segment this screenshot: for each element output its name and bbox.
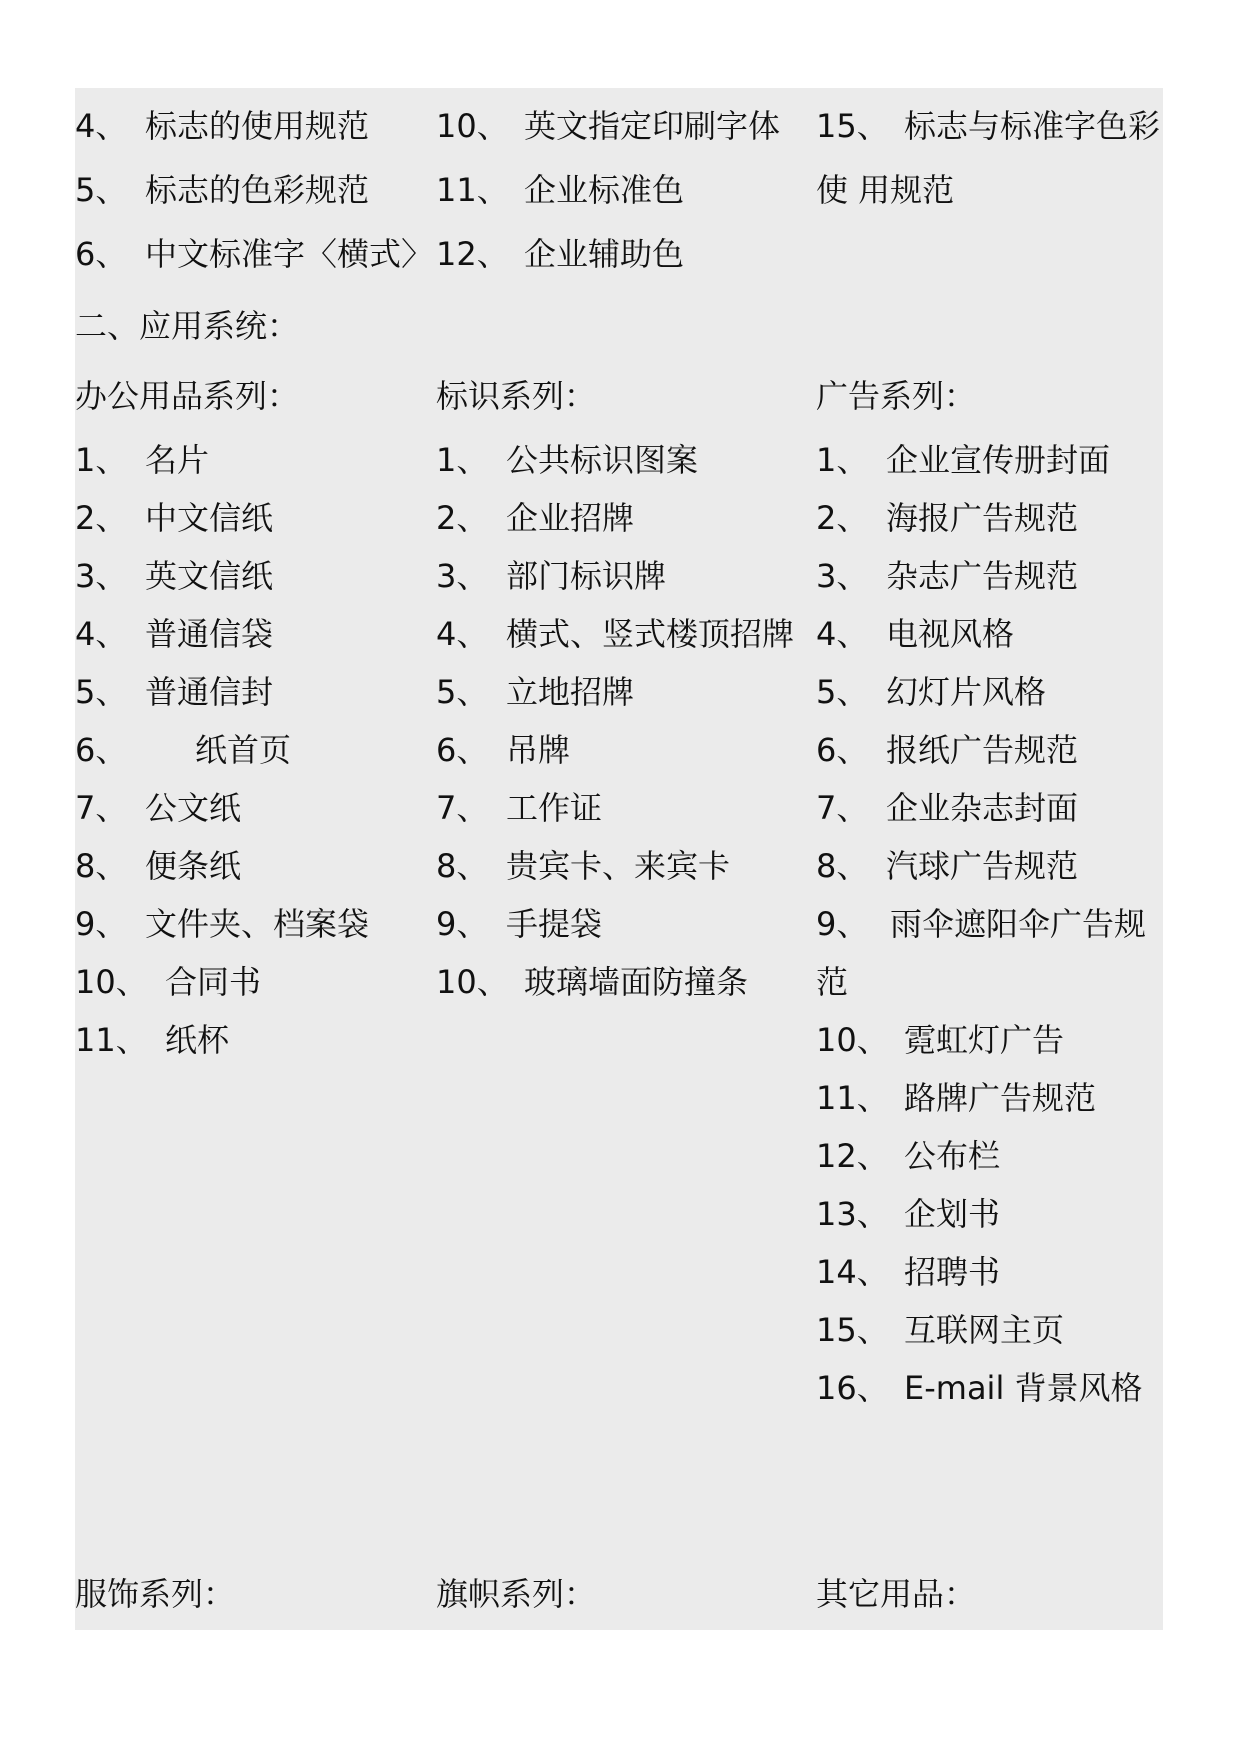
item-text: 企业宣传册封面 <box>886 441 1111 479</box>
group-title-signage <box>436 374 816 418</box>
item-number: 15、 <box>816 107 889 145</box>
item-number: 6、 <box>816 731 869 769</box>
top-item-col3 <box>816 104 1163 148</box>
list-item-advertising <box>816 902 1163 946</box>
item-number: 3、 <box>436 557 489 595</box>
item-number: 8、 <box>75 847 128 885</box>
item-number: 1、 <box>75 441 128 479</box>
top-item-col1 <box>75 232 435 276</box>
list-item-office <box>75 786 435 830</box>
top-item-col1 <box>75 168 435 212</box>
item-text: 公布栏 <box>904 1137 1001 1175</box>
item-text: 英文信纸 <box>145 557 274 595</box>
item-number: 12、 <box>816 1137 889 1175</box>
top-item-col2 <box>436 104 816 148</box>
item-number: 13、 <box>816 1195 889 1233</box>
item-number: 16、 <box>816 1369 889 1407</box>
item-number: 10、 <box>436 107 509 145</box>
item-number: 5、 <box>75 171 128 209</box>
item-text: 使 用规范 <box>816 171 955 209</box>
list-item-advertising <box>816 1366 1163 1410</box>
item-text: 立地招牌 <box>506 673 635 711</box>
group-title-text: 标识系列： <box>436 377 597 415</box>
item-text: 纸杯 <box>165 1021 230 1059</box>
top-item-col1 <box>75 104 435 148</box>
item-number: 15、 <box>816 1311 889 1349</box>
item-text: 名片 <box>145 441 210 479</box>
item-number: 10、 <box>816 1021 889 1059</box>
group-title-text: 办公用品系列： <box>75 377 300 415</box>
item-text: 标志与标准字色彩 <box>904 107 1161 145</box>
list-item-advertising <box>816 728 1163 772</box>
item-number: 7、 <box>75 789 128 827</box>
item-number: 4、 <box>436 615 489 653</box>
list-item-office <box>75 670 435 714</box>
list-item-office <box>75 960 435 1004</box>
item-text: 手提袋 <box>506 905 603 943</box>
item-text: 部门标识牌 <box>506 557 667 595</box>
item-number: 4、 <box>816 615 869 653</box>
item-text: 企业辅助色 <box>524 235 685 273</box>
item-number: 9、 <box>75 905 128 943</box>
list-item-office <box>75 844 435 888</box>
item-number: 10、 <box>75 963 148 1001</box>
item-number: 1、 <box>816 441 869 479</box>
list-item-advertising <box>816 1250 1163 1294</box>
item-text: 玻璃墙面防撞条 <box>524 963 749 1001</box>
list-item-advertising <box>816 844 1163 888</box>
list-item-office <box>75 554 435 598</box>
item-text: 贵宾卡、来宾卡 <box>506 847 731 885</box>
item-number: 8、 <box>816 847 869 885</box>
item-text: 普通信袋 <box>145 615 274 653</box>
list-item-office <box>75 438 435 482</box>
list-item-advertising <box>816 496 1163 540</box>
list-item-office <box>75 1018 435 1062</box>
item-text: 公共标识图案 <box>506 441 699 479</box>
item-number: 14、 <box>816 1253 889 1291</box>
group-title-flags <box>436 1572 816 1616</box>
item-number: 3、 <box>816 557 869 595</box>
item-number: 10、 <box>436 963 509 1001</box>
item-number: 11、 <box>816 1079 889 1117</box>
item-text: 企业标准色 <box>524 171 685 209</box>
group-title-text: 广告系列： <box>816 377 977 415</box>
group-title-advertising <box>816 374 1163 418</box>
item-number: 2、 <box>816 499 869 537</box>
item-text: 中文标准字〈横式〉 <box>145 235 434 273</box>
item-number: 4、 <box>75 615 128 653</box>
item-text: 纸首页 <box>195 731 292 769</box>
list-item-advertising <box>816 786 1163 830</box>
item-number: 6、 <box>436 731 489 769</box>
group-title-text: 旗帜系列： <box>436 1575 597 1613</box>
item-number: 6、 <box>75 235 128 273</box>
item-number: 8、 <box>436 847 489 885</box>
list-item-signage <box>436 844 816 888</box>
item-text: 标志的使用规范 <box>145 107 370 145</box>
list-item-advertising <box>816 554 1163 598</box>
list-item-office <box>75 612 435 656</box>
group-title-apparel <box>75 1572 435 1616</box>
top-item-col2 <box>436 168 816 212</box>
item-number: 11、 <box>75 1021 148 1059</box>
item-text: 工作证 <box>506 789 603 827</box>
item-text: 企划书 <box>904 1195 1001 1233</box>
item-text: 公文纸 <box>145 789 242 827</box>
list-item-signage <box>436 554 816 598</box>
list-item-signage <box>436 728 816 772</box>
item-text: 路牌广告规范 <box>904 1079 1097 1117</box>
item-text: 横式、竖式楼顶招牌 <box>506 615 795 653</box>
item-text: 合同书 <box>165 963 262 1001</box>
list-item-office <box>75 728 435 772</box>
item-text: 便条纸 <box>145 847 242 885</box>
item-text: 文件夹、档案袋 <box>145 905 370 943</box>
list-item-advertising <box>816 612 1163 656</box>
list-item-signage <box>436 960 816 1004</box>
item-number: 9、 <box>436 905 489 943</box>
item-text: 企业招牌 <box>506 499 635 537</box>
item-text: 霓虹灯广告 <box>904 1021 1065 1059</box>
item-number: 11、 <box>436 171 509 209</box>
item-number: 7、 <box>436 789 489 827</box>
section-title <box>75 304 475 348</box>
item-text: 杂志广告规范 <box>886 557 1079 595</box>
item-number: 2、 <box>75 499 128 537</box>
item-text: 汽球广告规范 <box>886 847 1079 885</box>
item-number: 3、 <box>75 557 128 595</box>
item-number: 5、 <box>436 673 489 711</box>
list-item-advertising <box>816 1076 1163 1120</box>
item-text: 吊牌 <box>506 731 571 769</box>
list-item-signage <box>436 612 816 656</box>
item-number: 12、 <box>436 235 509 273</box>
item-text: 中文信纸 <box>145 499 274 537</box>
item-text: 英文指定印刷字体 <box>524 107 781 145</box>
top-item-col3-continued <box>816 168 1163 212</box>
item-text: 企业杂志封面 <box>886 789 1079 827</box>
list-item-signage <box>436 902 816 946</box>
item-text: 报纸广告规范 <box>886 731 1079 769</box>
list-item-signage <box>436 786 816 830</box>
list-item-signage <box>436 438 816 482</box>
group-title-office <box>75 374 435 418</box>
list-item-advertising <box>816 1134 1163 1178</box>
item-text: 招聘书 <box>904 1253 1001 1291</box>
list-item-signage <box>436 670 816 714</box>
item-number: 5、 <box>816 673 869 711</box>
item-text: 海报广告规范 <box>886 499 1079 537</box>
list-item-advertising <box>816 438 1163 482</box>
group-title-text: 其它用品： <box>816 1575 977 1613</box>
item-number: 4、 <box>75 107 128 145</box>
list-item-advertising <box>816 1018 1163 1062</box>
list-item-advertising <box>816 960 1163 1004</box>
item-text: E-mail 背景风格 <box>904 1369 1143 1407</box>
list-item-office <box>75 902 435 946</box>
list-item-office <box>75 496 435 540</box>
item-number: 6、 <box>75 731 128 769</box>
item-text: 幻灯片风格 <box>886 673 1047 711</box>
item-text: 雨伞遮阳伞广告规 <box>890 905 1147 943</box>
group-title-text: 服饰系列： <box>75 1575 236 1613</box>
item-number: 7、 <box>816 789 869 827</box>
item-text: 范 <box>816 963 849 1001</box>
item-number: 5、 <box>75 673 128 711</box>
item-text: 标志的色彩规范 <box>145 171 370 209</box>
item-number: 1、 <box>436 441 489 479</box>
item-text: 电视风格 <box>886 615 1015 653</box>
list-item-signage <box>436 496 816 540</box>
top-item-col2 <box>436 232 816 276</box>
item-number: 9、 <box>816 905 869 943</box>
list-item-advertising <box>816 1192 1163 1236</box>
item-text: 互联网主页 <box>904 1311 1065 1349</box>
item-number: 2、 <box>436 499 489 537</box>
group-title-other <box>816 1572 1163 1616</box>
section-title-text: 二、应用系统： <box>75 307 300 345</box>
item-text: 普通信封 <box>145 673 274 711</box>
list-item-advertising <box>816 1308 1163 1352</box>
list-item-advertising <box>816 670 1163 714</box>
